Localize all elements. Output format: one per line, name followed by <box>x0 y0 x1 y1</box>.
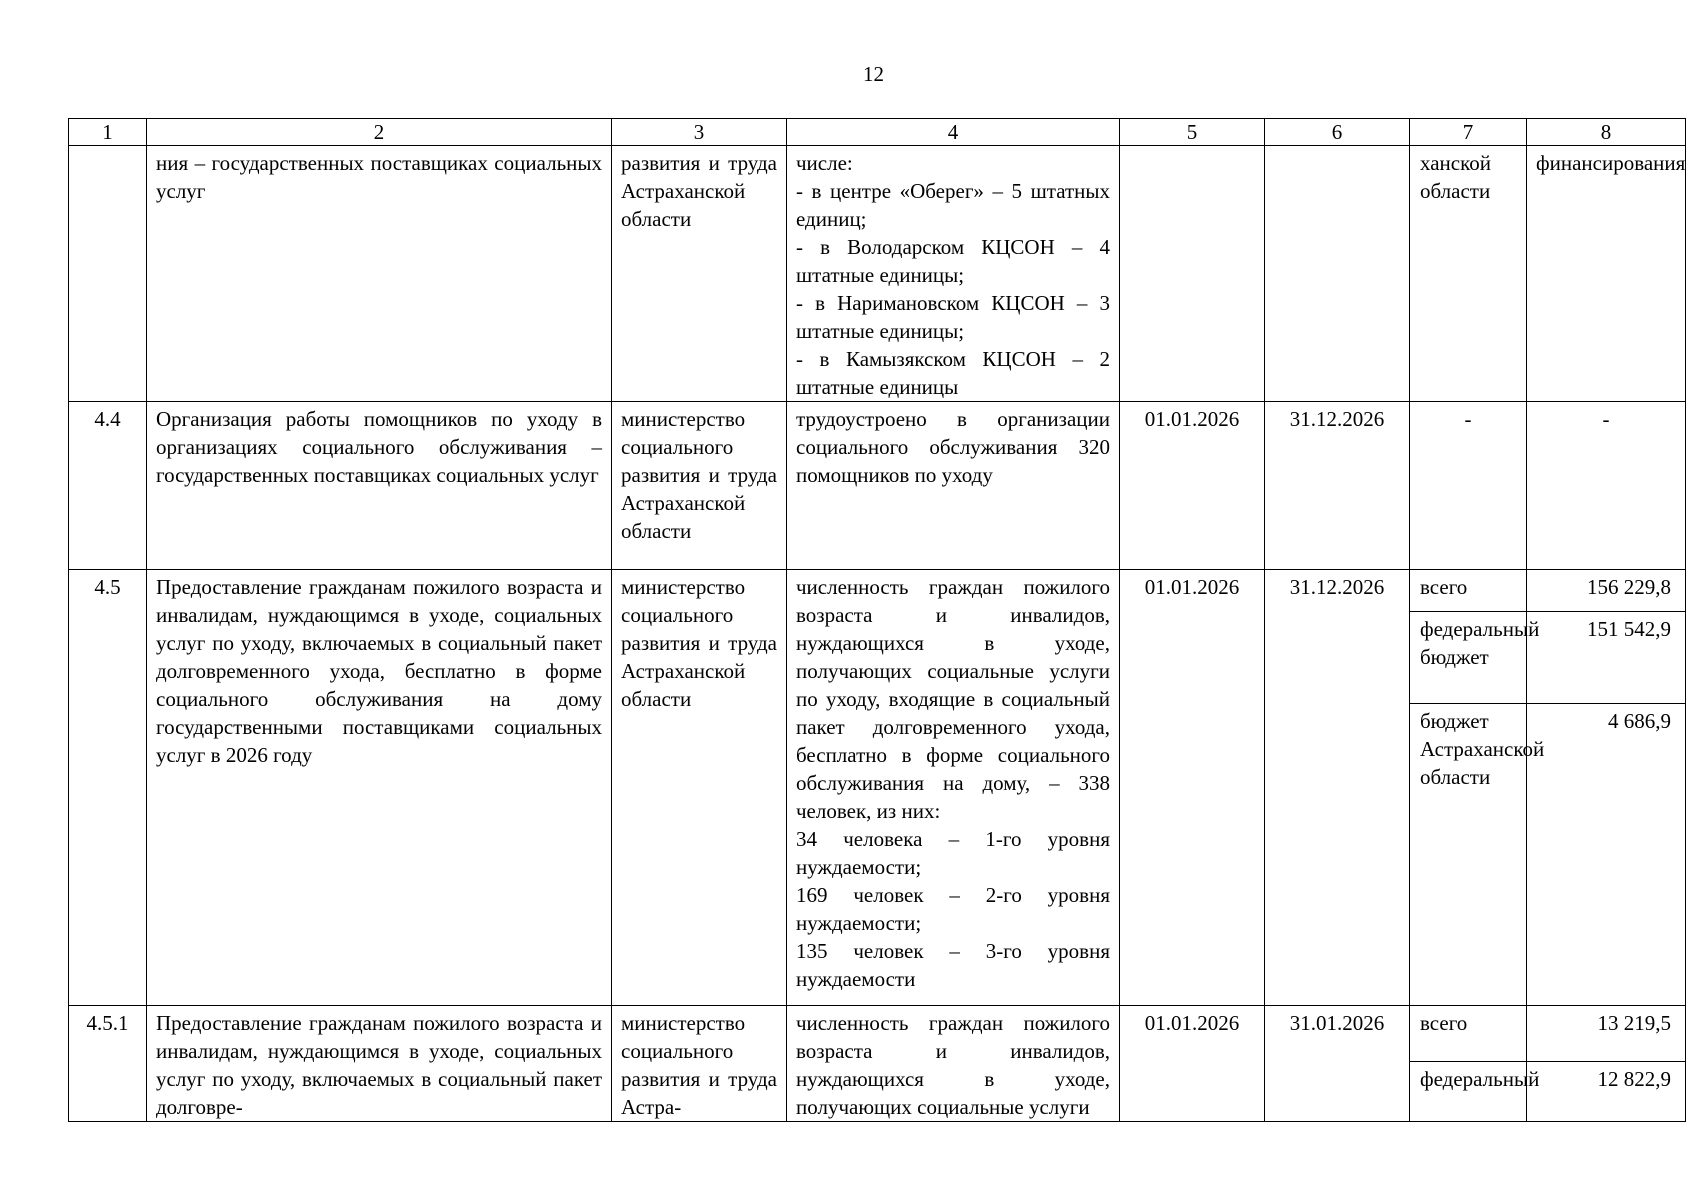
column-header-2: 2 <box>147 119 612 146</box>
start-date: 01.01.2026 <box>1120 1006 1265 1122</box>
table-row-4-5 <box>69 570 1686 612</box>
measure-name: Предоставление гражданам пожилого возраста и инвалидам, нуждающимся в уходе, социальных услуг по уходу, включаемых в социальный пакет долговременного ухода, бесплатно в форме социального обслуживания на дому государственными поставщиками социальных услуг в 2026 году <box>147 570 612 1006</box>
column-header-8: 8 <box>1527 119 1686 146</box>
page-number: 12 <box>863 62 884 86</box>
funding-source: - <box>1410 402 1527 570</box>
executor: развития и труда Астраханской области <box>612 146 787 402</box>
row-number <box>69 146 147 402</box>
end-date: 31.01.2026 <box>1265 1006 1410 1122</box>
plan-table <box>68 118 1686 1122</box>
column-header-5: 5 <box>1120 119 1265 146</box>
header-row <box>69 119 1686 146</box>
funding-amount: финансирования <box>1527 146 1686 402</box>
funding-source: федеральный <box>1410 1061 1527 1121</box>
row-number: 4.5.1 <box>69 1006 147 1122</box>
column-header-3: 3 <box>612 119 787 146</box>
column-header-4: 4 <box>787 119 1120 146</box>
end-date: 31.12.2026 <box>1265 402 1410 570</box>
funding-amount: 156 229,8 <box>1527 570 1686 612</box>
start-date: 01.01.2026 <box>1120 402 1265 570</box>
funding-source: бюджет Астраханской области <box>1410 704 1527 1006</box>
end-date: 31.12.2026 <box>1265 570 1410 1006</box>
funding-amount: - <box>1527 402 1686 570</box>
column-header-6: 6 <box>1265 119 1410 146</box>
expected-result: трудоустроено в организации социального обслуживания 320 помощников по уходу <box>787 402 1120 570</box>
executor: министерство социального развития и труда Астраханской области <box>612 570 787 1006</box>
funding-source: всего <box>1410 1006 1527 1062</box>
expected-result: численность граждан пожилого возраста и инвалидов, нуждающихся в уходе, получающих социальные услуги по уходу, входящие в социальный пакет долговременного ухода, бесплатно в форме социального обслуживания на дому, – 338 человек, из них: 34 человека – 1-го уровня нуждаемости; 169 человек – 2-го уровня нуждаемости; 135 человек – 3-го уровня нуждаемости <box>787 570 1120 1006</box>
table-row-4-4 <box>69 402 1686 570</box>
measure-name: ния – государственных поставщиках социальных услуг <box>147 146 612 402</box>
start-date <box>1120 146 1265 402</box>
funding-source: всего <box>1410 570 1527 612</box>
funding-source: ханской области <box>1410 146 1527 402</box>
expected-result: численность граждан пожилого возраста и инвалидов, нуждающихся в уходе, получающих социальные услуги <box>787 1006 1120 1122</box>
row-number: 4.4 <box>69 402 147 570</box>
end-date <box>1265 146 1410 402</box>
executor: министерство социального развития и труда Астраханской области <box>612 402 787 570</box>
funding-source: федеральный бюджет <box>1410 612 1527 704</box>
column-header-1: 1 <box>69 119 147 146</box>
measure-name: Предоставление гражданам пожилого возраста и инвалидам, нуждающимся в уходе, социальных услуг по уходу, включаемых в социальный пакет долговре- <box>147 1006 612 1122</box>
table-row-4-5-1 <box>69 1006 1686 1062</box>
table-row-continuation <box>69 146 1686 402</box>
funding-amount: 151 542,9 <box>1527 612 1686 704</box>
column-header-7: 7 <box>1410 119 1527 146</box>
row-number: 4.5 <box>69 570 147 1006</box>
start-date: 01.01.2026 <box>1120 570 1265 1006</box>
funding-amount: 12 822,9 <box>1527 1061 1686 1121</box>
executor: министерство социального развития и труда Астра- <box>612 1006 787 1122</box>
funding-amount: 4 686,9 <box>1527 704 1686 1006</box>
funding-amount: 13 219,5 <box>1527 1006 1686 1062</box>
expected-result: числе: - в центре «Оберег» – 5 штатных единиц; - в Володарском КЦСОН – 4 штатные единицы; - в Наримановском КЦСОН – 3 штатные единицы; - в Камызякском КЦСОН – 2 штатные единицы <box>787 146 1120 402</box>
measure-name: Организация работы помощников по уходу в организациях социального обслуживания – государственных поставщиках социальных услуг <box>147 402 612 570</box>
